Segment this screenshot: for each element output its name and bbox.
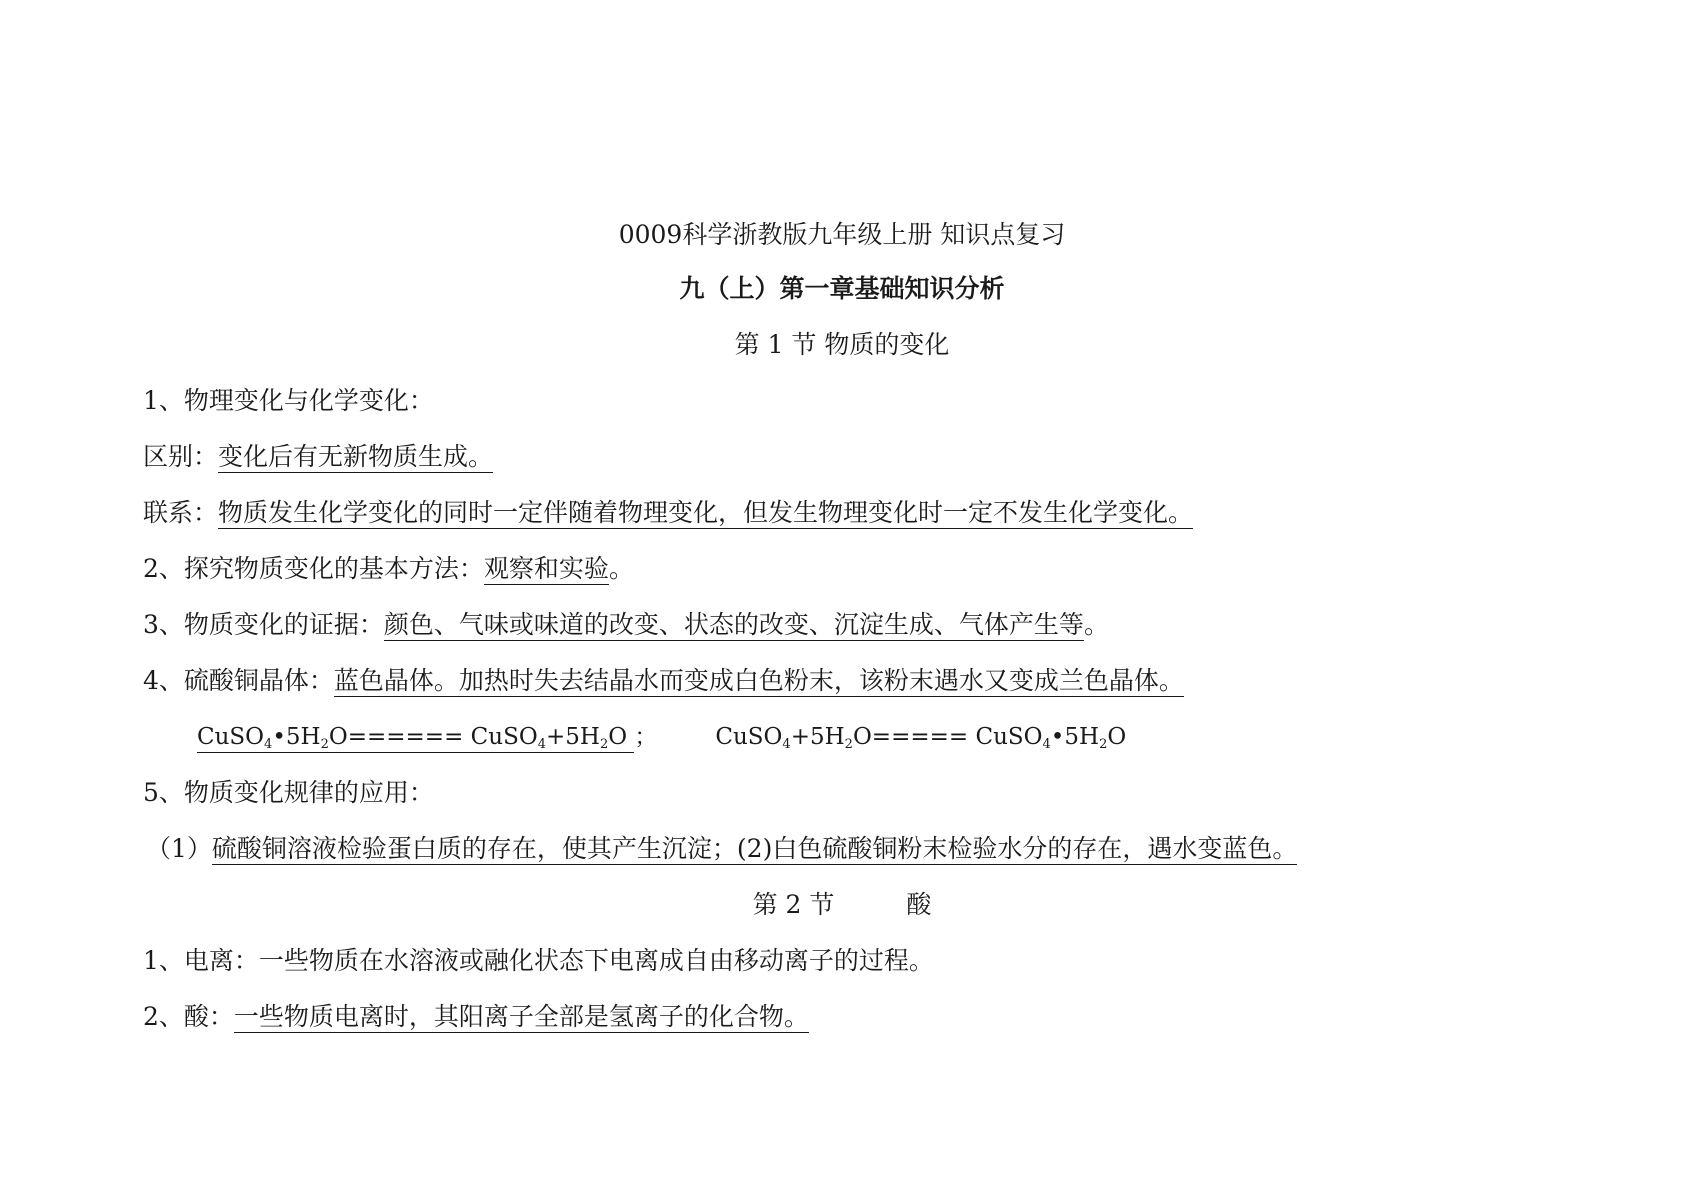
link-text: 物质发生化学变化的同时一定伴随着物理变化，但发生物理变化时一定不发生化学变化。 xyxy=(218,498,1194,527)
s1-applications xyxy=(146,832,1297,866)
section2-title-topic: 酸 xyxy=(906,890,932,919)
s1-item1 xyxy=(143,384,434,418)
ionization-text: 1、电离：一些物质在水溶液或融化状态下电离成自由移动离子的过程。 xyxy=(143,946,934,975)
item4-text: 蓝色晶体。加热时失去结晶水而变成白色粉末，该粉末遇水又变成兰色晶体。 xyxy=(333,666,1184,695)
item3-end: 。 xyxy=(1083,610,1109,639)
item5-text: 5、物质变化规律的应用： xyxy=(143,778,434,807)
doc-heading xyxy=(0,218,1684,252)
chapter-title-text: 九（上）第一章基础知识分析 xyxy=(679,274,1005,303)
item3-text: 颜色、气味或味道的改变、状态的改变、沉淀生成、气体产生等 xyxy=(383,610,1084,639)
item2-end: 。 xyxy=(608,554,634,583)
s1-difference xyxy=(143,440,493,474)
equations-line xyxy=(197,720,1126,754)
section2-title-number: 第 2 节 xyxy=(752,890,835,919)
item4-label: 4、硫酸铜晶体： xyxy=(143,666,334,695)
acid-definition: 一些物质电离时，其阳离子全部是氢离子的化合物。 xyxy=(233,1002,809,1031)
equation-hydration: $CuSO_4+5H_2O=====$ $CuSO_4•5H_2O$ xyxy=(715,724,1127,752)
s1-link xyxy=(143,496,1193,530)
s1-item3 xyxy=(143,608,1109,642)
equation-separator: ； xyxy=(634,724,658,750)
doc-heading-text: 0009科学浙教版九年级上册 知识点复习 xyxy=(618,220,1066,249)
section1-title xyxy=(0,328,1684,362)
item2-text: 观察和实验 xyxy=(483,554,609,583)
item3-label: 3、物质变化的证据： xyxy=(143,610,384,639)
s1-item5 xyxy=(143,776,434,810)
s1-item1-text: 1、物理变化与化学变化： xyxy=(143,386,434,415)
s1-item2 xyxy=(143,552,634,586)
s2-item2 xyxy=(143,1000,809,1034)
section2-title xyxy=(0,888,1684,922)
acid-label: 2、酸： xyxy=(143,1002,234,1031)
applications-text: 硫酸铜溶液检验蛋白质的存在，使其产生沉淀；(2)白色硫酸铜粉末检验水分的存在，遇水变蓝色。 xyxy=(211,834,1298,863)
equation-dehydration: $CuSO_4•5H_2O======$ $CuSO_4+5H_2O$ xyxy=(197,722,634,753)
chapter-title xyxy=(0,272,1684,306)
item2-label: 2、探究物质变化的基本方法： xyxy=(143,554,484,583)
s2-item1 xyxy=(143,944,934,978)
applications-prefix: （1） xyxy=(146,834,212,863)
difference-label: 区别： xyxy=(143,442,219,471)
section1-title-text: 第 1 节 物质的变化 xyxy=(734,330,950,359)
link-label: 联系： xyxy=(143,498,219,527)
difference-text: 变化后有无新物质生成。 xyxy=(218,442,494,471)
s1-item4 xyxy=(143,664,1184,698)
